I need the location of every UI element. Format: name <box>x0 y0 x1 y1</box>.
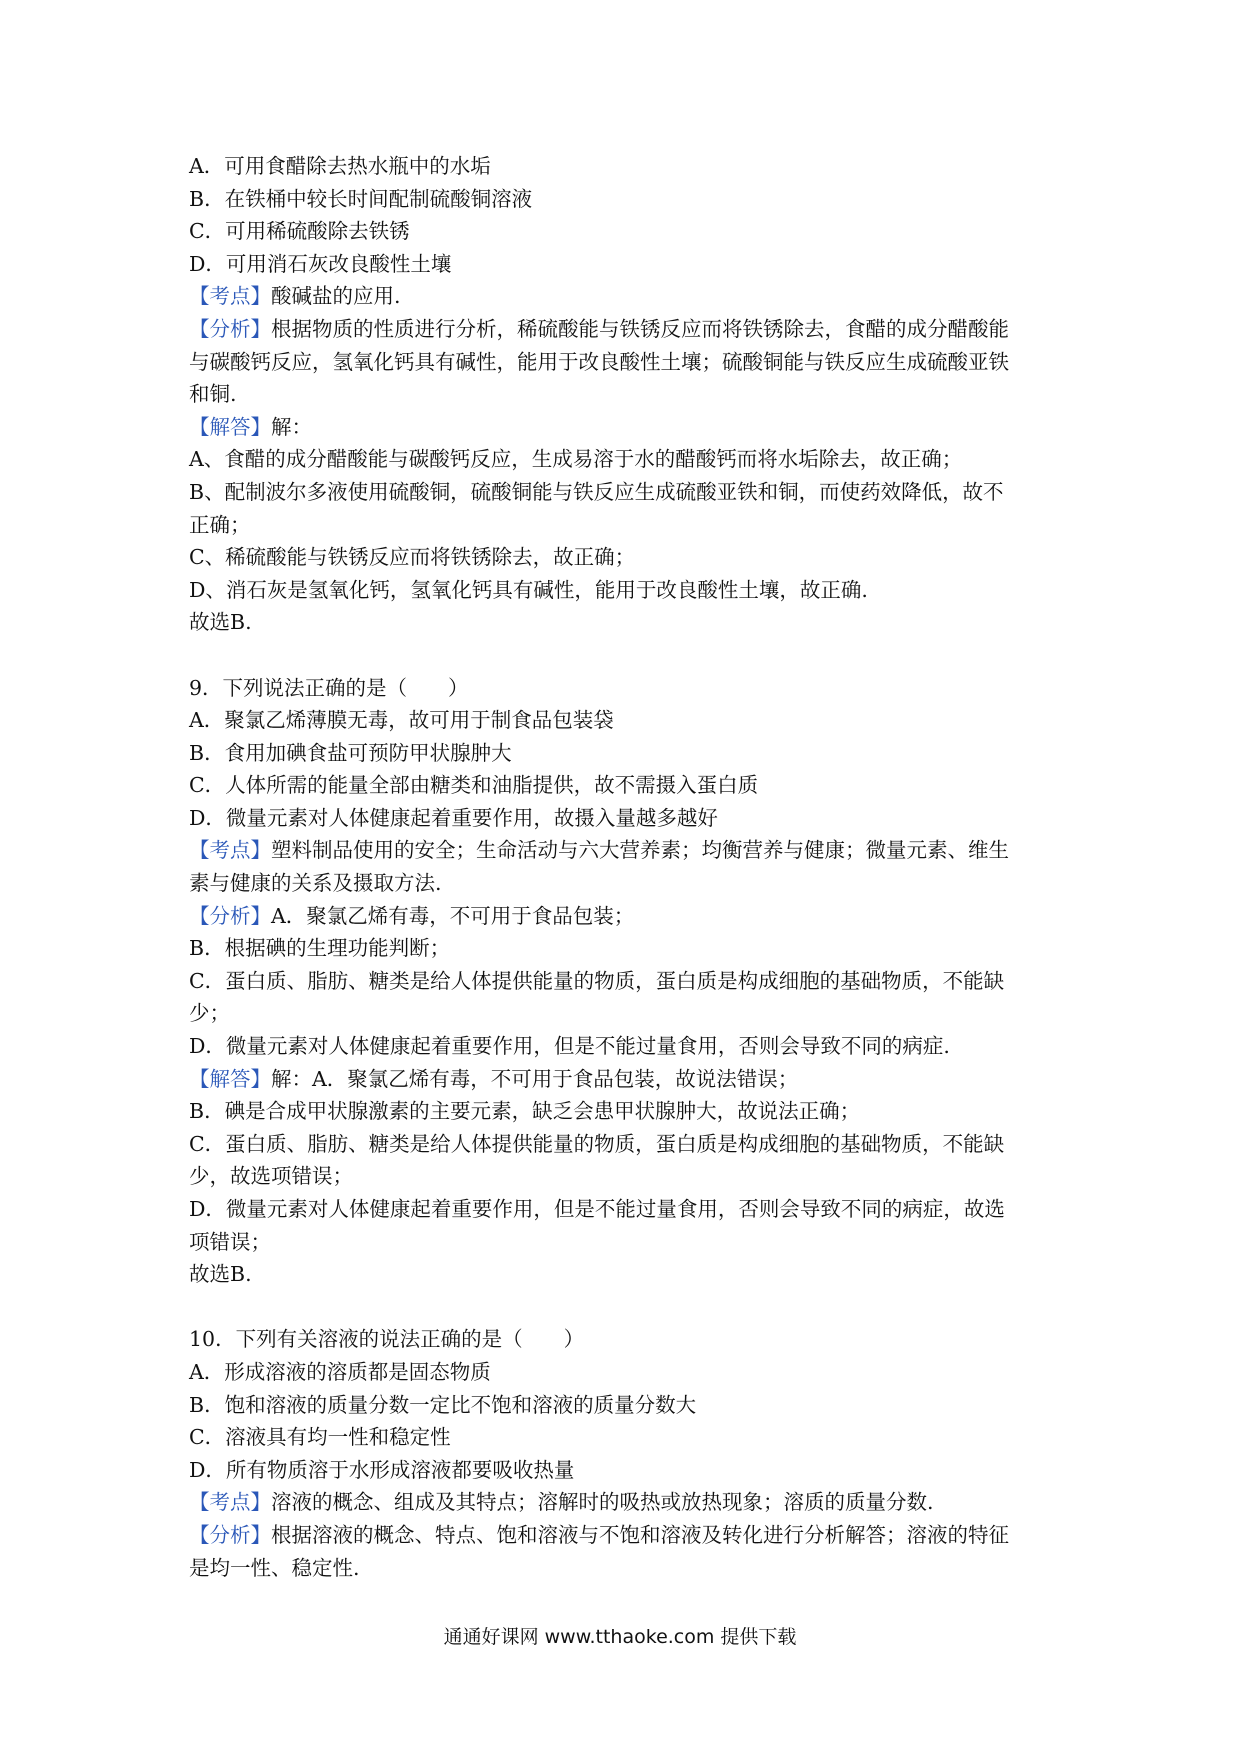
line-text: C．人体所需的能量全部由糖类和油脂提供，故不需摄入蛋白质 <box>189 773 759 798</box>
line-text: D．微量元素对人体健康起着重要作用，但是不能过量食用，否则会导致不同的病症，故选 <box>189 1197 1005 1221</box>
text-line <box>189 769 1059 802</box>
text-line <box>189 476 1059 509</box>
line-text: 少，故选项错误； <box>189 1164 353 1189</box>
line-text: 10．下列有关溶液的说法正确的是（ ） <box>189 1327 585 1352</box>
line-text: B．食用加碘食盐可预防甲状腺肿大 <box>189 740 512 765</box>
text-line <box>189 1421 1059 1454</box>
text-line <box>189 215 1059 248</box>
line-text: B、配制波尔多液使用硫酸铜，硫酸铜能与铁反应生成硫酸亚铁和铜，而使药效降低，故不 <box>189 479 1004 504</box>
section-tag: 【解答】 <box>189 414 271 439</box>
line-text: D．微量元素对人体健康起着重要作用，故摄入量越多越好 <box>189 805 718 830</box>
text-line <box>189 704 1059 737</box>
text-line <box>189 1160 1059 1193</box>
section-tag: 【分析】 <box>189 316 271 341</box>
text-line <box>189 932 1059 965</box>
page-footer: 通通好课网 www.tthaoke.com 提供下载 <box>443 1626 797 1648</box>
line-text: A．聚氯乙烯薄膜无毒，故可用于制食品包装袋 <box>189 708 614 733</box>
line-text: 塑料制品使用的安全；生命活动与六大营养素；均衡营养与健康；微量元素、维生 <box>271 838 1009 863</box>
line-text: 和铜. <box>189 382 237 407</box>
line-text: A．可用食醋除去热水瓶中的水垢 <box>189 154 491 178</box>
text-line <box>189 1258 1059 1291</box>
text-line <box>189 183 1059 216</box>
line-text: B．根据碘的生理功能判断； <box>189 936 451 961</box>
text-line <box>189 1128 1059 1161</box>
line-text: 9．下列说法正确的是（ ） <box>189 675 469 700</box>
line-text: A、食醋的成分醋酸能与碳酸钙反应，生成易溶于水的醋酸钙而将水垢除去，故正确； <box>189 447 963 472</box>
line-text: 是均一性、稳定性. <box>189 1555 360 1580</box>
text-line <box>189 541 1059 574</box>
text-line <box>189 1356 1059 1389</box>
text-line <box>189 737 1059 770</box>
line-text: 正确； <box>189 512 251 537</box>
section-tag: 【考点】 <box>189 1490 271 1515</box>
line-text: C．溶液具有均一性和稳定性 <box>189 1425 451 1450</box>
text-line <box>189 1454 1059 1487</box>
line-text: C．蛋白质、脂肪、糖类是给人体提供能量的物质，蛋白质是构成细胞的基础物质，不能缺 <box>189 968 1005 993</box>
paragraph-gap <box>189 639 1059 672</box>
text-line <box>189 1519 1059 1552</box>
text-line <box>189 1193 1059 1226</box>
text-line <box>189 411 1059 444</box>
line-text: D、消石灰是氢氧化钙，氢氧化钙具有碱性，能用于改良酸性土壤，故正确. <box>189 577 868 602</box>
text-line <box>189 606 1059 639</box>
text-line <box>189 1486 1059 1519</box>
paragraph-gap <box>189 1291 1059 1324</box>
section-tag: 【考点】 <box>189 838 271 863</box>
line-text: B．碘是合成甲状腺激素的主要元素，缺乏会患甲状腺肿大，故说法正确； <box>189 1099 861 1124</box>
text-line <box>189 313 1059 346</box>
text-line <box>189 900 1059 933</box>
line-text: 解： <box>271 414 312 439</box>
text-line <box>189 280 1059 313</box>
line-text: 少； <box>189 1001 230 1026</box>
text-line <box>189 443 1059 476</box>
line-text: 故选B. <box>189 1262 252 1287</box>
text-line <box>189 965 1059 998</box>
text-line <box>189 1552 1059 1585</box>
text-line <box>189 802 1059 835</box>
document-body <box>189 150 1059 1584</box>
line-text: 酸碱盐的应用. <box>271 284 401 309</box>
text-line <box>189 346 1059 379</box>
line-text: D．所有物质溶于水形成溶液都要吸收热量 <box>189 1457 575 1482</box>
section-tag: 【考点】 <box>189 284 271 309</box>
line-text: A．形成溶液的溶质都是固态物质 <box>189 1359 491 1384</box>
text-line <box>189 1323 1059 1356</box>
line-text: 故选B. <box>189 610 252 635</box>
line-text: C．蛋白质、脂肪、糖类是给人体提供能量的物质，蛋白质是构成细胞的基础物质，不能缺 <box>189 1131 1005 1156</box>
text-line <box>189 509 1059 542</box>
line-text: 项错误； <box>189 1229 271 1254</box>
text-line <box>189 1095 1059 1128</box>
text-line <box>189 1389 1059 1422</box>
text-line <box>189 834 1059 867</box>
text-line <box>189 574 1059 607</box>
line-text: A．聚氯乙烯有毒，不可用于食品包装； <box>271 903 635 928</box>
text-line <box>189 867 1059 900</box>
line-text: 解：A．聚氯乙烯有毒，不可用于食品包装，故说法错误； <box>271 1066 799 1091</box>
line-text: C．可用稀硫酸除去铁锈 <box>189 219 410 244</box>
line-text: C、稀硫酸能与铁锈反应而将铁锈除去，故正确； <box>189 545 636 570</box>
line-text: 素与健康的关系及摄取方法. <box>189 871 442 896</box>
line-text: 根据物质的性质进行分析，稀硫酸能与铁锈反应而将铁锈除去，食醋的成分醋酸能 <box>271 316 1009 341</box>
line-text: B．饱和溶液的质量分数一定比不饱和溶液的质量分数大 <box>189 1392 697 1417</box>
text-line <box>189 1030 1059 1063</box>
line-text: 根据溶液的概念、特点、饱和溶液与不饱和溶液及转化进行分析解答；溶液的特征 <box>271 1522 1009 1547</box>
section-tag: 【分析】 <box>189 1522 271 1547</box>
text-line <box>189 1063 1059 1096</box>
line-text: 与碳酸钙反应，氢氧化钙具有碱性，能用于改良酸性土壤；硫酸铜能与铁反应生成硫酸亚铁 <box>189 349 1009 374</box>
line-text: D．可用消石灰改良酸性土壤 <box>189 251 452 276</box>
line-text: D．微量元素对人体健康起着重要作用，但是不能过量食用，否则会导致不同的病症. <box>189 1034 950 1059</box>
section-tag: 【解答】 <box>189 1066 271 1091</box>
line-text: B．在铁桶中较长时间配制硫酸铜溶液 <box>189 186 533 211</box>
text-line <box>189 248 1059 281</box>
text-line <box>189 997 1059 1030</box>
text-line <box>189 378 1059 411</box>
text-line <box>189 672 1059 705</box>
text-line <box>189 1226 1059 1259</box>
text-line <box>189 150 1059 183</box>
section-tag: 【分析】 <box>189 903 271 928</box>
line-text: 溶液的概念、组成及其特点；溶解时的吸热或放热现象；溶质的质量分数. <box>271 1490 934 1515</box>
